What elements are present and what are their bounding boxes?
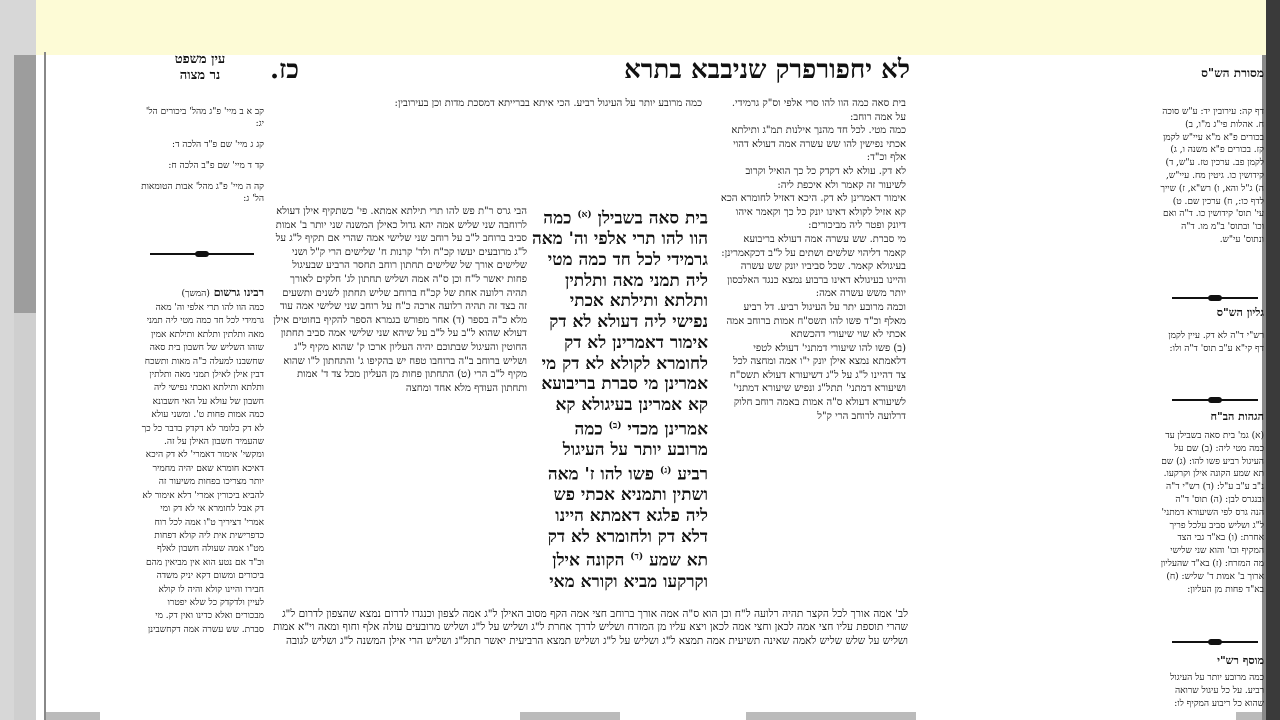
rashi-paragraph: בית סאה כמה הוו להו סרי אלפי וס"ק גרמידי. על אמה רוחב: (731, 98, 906, 123)
note-marker: (ג) (659, 465, 672, 476)
note-marker: (ד) (630, 552, 644, 563)
rashi-paragraph: וכמה מרובע יתר על העיגול רביע. דל רביע מאלף וכ"ד פשו להו תשס"ח אמות ברוחב אמה אכתי לא שוי שיעורי דהכשתא (726, 301, 906, 341)
ner-mitzvah-title: נר מצוה (179, 68, 221, 83)
browser-top-band (0, 0, 1280, 55)
section-divider (1168, 294, 1262, 302)
bottom-scroll-tab[interactable] (46, 712, 100, 720)
chapter-name: לא יחפור (816, 55, 910, 85)
bottom-commentary-text: לב' אמה אורך לכל הקצר תהיה רלועה ל"ח וכן הוא ס"ה אמה אורך ברוחב חצי אמה הקף מסוב האילן ל"ג אמה לצפון וכנגדו לדרום נמצא שהצפון לדרום ל"ג שהרי תוספת עליו חצי אמה לכאן וחצי אמה לכאן ויצא עליו מן המזרח ושליש לדרך אחרת ל"ג ושליש על ל"ג ושליש מרובעים עולה אלף וחוף ומאה וי"א אמות ושליש על שלש שליש לאמה שאינה תשיעית אמה תמצא ל"ג ושליש על ל"ג ושליש תמצא הרביעית יאשר תתל"ג ושליש הרי אילן המשנה ל"ג ושליש לגובה (273, 607, 908, 647)
vertical-scroll-thumb[interactable] (14, 55, 36, 313)
hagahot-habach-title: הגהות הב"ח (1210, 410, 1264, 423)
ein-mishpat-column (140, 97, 264, 207)
rashi-paragraph: (ב) פשו להו שיעורי דמתני' דעולא לטפי דלאמתא נמצא אילן יונק י"ו אמה ומחצה לכל צד דהיינו ל"ג על ל"ג דשיעורא דעולא תשס"ח ושיעורא דמתני' תתל"ג ונפיש שיעורא דמתני' לשיעורא דעולא ס"ה אמות באמה רוחב חלוק דרלועה לרוחב הרי ק"ל (729, 342, 906, 422)
bottom-scroll-tab[interactable] (520, 712, 620, 720)
hagahot-habach-text: (א) גמ' בית סאה בשבילן עד כמה מטי ליה: (ב) שם על העיגול רביע פשו להו: (ג) שם תא שמע הקונה אילן וקרקעו. נ"ב ע"ב ע"ל: (ד) רש"י ד"ה ובנגרס לבן: (ה) תוס' ד"ה הנה גרס לפי השיעורא דמתני' ל"ג ושליש סביב עלכל פריך אחרת: (ו) בא"ד גבי הצד המקיף וכו' והוא שני שלישי מה המזרח: (ז) בא"ד שהעליון ארוך ב' אמות ד' שליש: (ח) בא"ד פחות מן העליון: (1160, 431, 1264, 595)
tosafot-text-continued: הבי גרס ר"ת פש להו תרי תילתא אמתא. פי' כשתקיף אילן דעולא לרוחבה שני שליש אמה יהא גדול כאילן המשנה שני יותר ב' אמות סביב ברוחב ל"ב על רוחב שני שלישי אמה שהרי אם תקיף ל"ג על ל"ג מרובעים יעשו קכ"ח ולד' קרנות ח' שלישים הרי ק"ל ושני שלישים אורך של שלישים תחתון רוחב תחסר הרביע שבעיגול פחות יאשר ל"ח וכן ס"ה אמה ושליש תחתון לג' חלקים לאורך תהיה רלועה אחת של קכ"ח ברוחב שליש תחתון לשנים ותשעים זה בצד זה תהיה רלועה ארכה כ"ח על רוחב שני שלישי אמה עוד מלא כ"ה בספר (ד) אחר מפורש בגמרא הספר להקיף בחוטים אילן דעולא שהוא ל"ב על ל"ב על שיהא שני שלישי אמה סביב תחתון החוטין והעיגול שבתוכם יהיה העליון ארכו ק' שהוא מקיף ל"ג ושליש ברוחב ב"ה ברוחבו טפח יש בהקיפו ג' והתחתון ל"ו שהוא מקיף ל"ב הרי (ט) התחתון פחות מן העליון מכל צד ד' אמות ותחתון העודף מלא אחד ומחצה (273, 206, 527, 394)
ein-mishpat-entry: קב א ב מיי' פ"ג מהל' ביכורים הל' יג: (145, 107, 264, 129)
gemara-segment: כמה מרובע יותר על העיגול רביע (562, 419, 708, 485)
ein-mishpat-header (140, 52, 260, 84)
rashi-paragraph: לא דק. עולא לא דקדק כל כך הואיל וקרוב לשיעור זה קאמר ולא איכפת ליה: (745, 165, 906, 191)
tosafot-column-continued (272, 205, 527, 595)
ein-mishpat-entry: קה ה מיי' פ"ג מהל' אבות הטומאות הל' ג: (141, 182, 264, 204)
rabbeinu-gershom-title (140, 286, 264, 299)
gemara-main-text (530, 205, 708, 591)
rashi-paragraph: כמה מטי. לכל חד מהנך אילנות תמ"ג ותילתא אכתי נפישין להו שש עשרה אמה דעולא דהוי אלף וכ"ד: (731, 125, 906, 164)
page-header (270, 55, 910, 85)
rashi-paragraph: אימור דאמרינן לא דק. היכא דאזיל לחומרא הכא קא אזיל לקולא דאינו יונק כל כך וקאמר איהו דיונק ופטר ליה מביכורים: (720, 193, 906, 232)
gemara-segment: בית סאה בשבילן (597, 208, 708, 229)
gemara-segment: כמה הוו להו תרי אלפי וה' מאה גרמידי לכל חד כמה מטי ליה תמני מאה ותלתין ותלתא ותילתא אכתי נפישי ליה דעולא לא דק אימור דאמרינן לא דק לחומרא לקולא לא דק מי אמרינן מי סברת בריבועא קא אמרינן בעיגולא קא אמרינן מכדי (531, 208, 708, 440)
folio-number: כז. (270, 55, 300, 85)
continued-label: (המשך) (181, 289, 210, 299)
tractate-name: בבא בתרא (624, 55, 733, 85)
tosafot-column-top (272, 97, 702, 197)
gemara-segment: הקונה אילן וקרקעו מביא וקורא מאי (549, 550, 708, 591)
musaf-rashi-text: כמה מרובע יותר על העיגול רביע. על כל עיגול שרואה שהוא כל ריבוע המקיף לו: (1170, 673, 1264, 709)
ein-mishpat-entry: קד ד מיי' שם פ"ב הלכה ח: (168, 161, 264, 171)
rashi-paragraph: בעיגולא קאמר. שכל סביביו יונק שש עשרה והיינו בעיגולא דאינו ברבוע נמצא כנגד האלכסון יותר משש עשרה אמה: (727, 261, 906, 300)
rashi-column (720, 97, 906, 595)
rabbeinu-gershom-label: רבינו גרשום (213, 286, 264, 299)
rabbeinu-gershom-text: כמה הוו להו תרי אלפי וה' מאה גרמידי לכל חד כמה מטי ליה תמני מאה ותלתין ותלתא ותילתא אמין שזהו השליש של חשבון בית סאה שחשבנו למעלה כ"ה מאות ותשכח דבין אילן לאילן תמני מאה ותלתין ותלתא ותילתא ואכתי נפישי ליה חשבון של עולא על האי חשבונא כמה אמות פחות ט'. ומשני עולא לא דק כלומר לא דקדק בדבר כל כך שהעמיד חשבון האילן על זה. ומקשי' אימור דאמרי' לא דק היכא דאיכא חומרא שאם יהיה מחמיר יותר מצריכו בפחות משיעור זה להביא ביכורין אמרי' דלא אימור לא דק אבל לחומרא אי לא דק ומי אמרי' דציריך ט"ו אמה לכל רוח כדפרישית אית ליה קולא דפחות מט"ו אמה שעולה חשבון לאלף וכ"ד אם נטע הוא אין מביאין מהם ביכורים ומשום דקא יניק משדה חבירו והיינו קולא והיה לו קולא לעיין ולדקדק כל שלא יפטרו מבכורים ואלא כדינו ואין דק. מי סברת. שש עשרה אמה דקחשבינן (141, 303, 264, 635)
ein-mishpat-entry: קג ג מיי' שם פ"ד הלכה ד: (172, 140, 264, 150)
masoret-hashas-header: מסורת הש"ס (1201, 66, 1264, 80)
ein-mishpat-title: עין משפט (174, 52, 226, 67)
rashi-paragraph: מי סברת. שש עשרה אמה דעולא בריבועא קאמר דליהוי שלשים ושתים על ל"ב דכקאמרינן: (721, 233, 906, 259)
gilyon-hashas-text: רש"י ד"ה לא דק. עיין לקמן דף קי"א ע"ב תוס' ד"ה ולו: (1168, 331, 1264, 354)
bottom-commentary (272, 597, 908, 720)
section-divider (1168, 638, 1262, 646)
bottom-scroll-tab[interactable] (746, 712, 916, 720)
bottom-scroll-tab[interactable] (1236, 712, 1262, 720)
gemara-segment: פשו להו ז' מאה ושתין ותמניא אכתי פש ליה פלגא דאמתא היינו דלא דק ולחומרא לא דק תא שמע (547, 464, 708, 571)
musaf-rashi-title: מוסף רש"י (1217, 654, 1264, 667)
masoret-hashas-column (1160, 97, 1264, 282)
vertical-scroll-track[interactable] (14, 313, 36, 720)
right-edge-bar (1266, 0, 1280, 720)
gilyon-hashas-title: גליון הש"ס (1216, 306, 1264, 319)
section-divider (140, 250, 264, 258)
note-marker: (ב) (608, 420, 622, 431)
masoret-entry: דף קה: עירובין יד: ע"ש סוכה ח. אהלות פי"ג מ"ו, ב) בכורים פ"א מ"א עיי"ש לקמן קז. בכורים פ"א משנה ו, ג) לקמן פב. ערכין טז. ע"ש, ד) קידושין כו. גיטין מח. עיי"ש, ה) ג"ל והא, ו) רש"א, ז) שייך לדף כו:, ח) ערכין שם. ט) עי' תוס' קידושין כו. ד"ה ואם וכו' ובתוס' ב"מ מו. ד"ה ונתוס' עי"ש. (1160, 107, 1264, 245)
tosafot-text: כמה מרובע יותר על העיגול רביע. הכי איתא בברייתא דמסכת מדות וכן בעירובין: (394, 98, 702, 109)
section-divider (1168, 396, 1262, 404)
note-marker: (א) (577, 210, 592, 220)
chapter-number: פרק שני (732, 55, 817, 85)
